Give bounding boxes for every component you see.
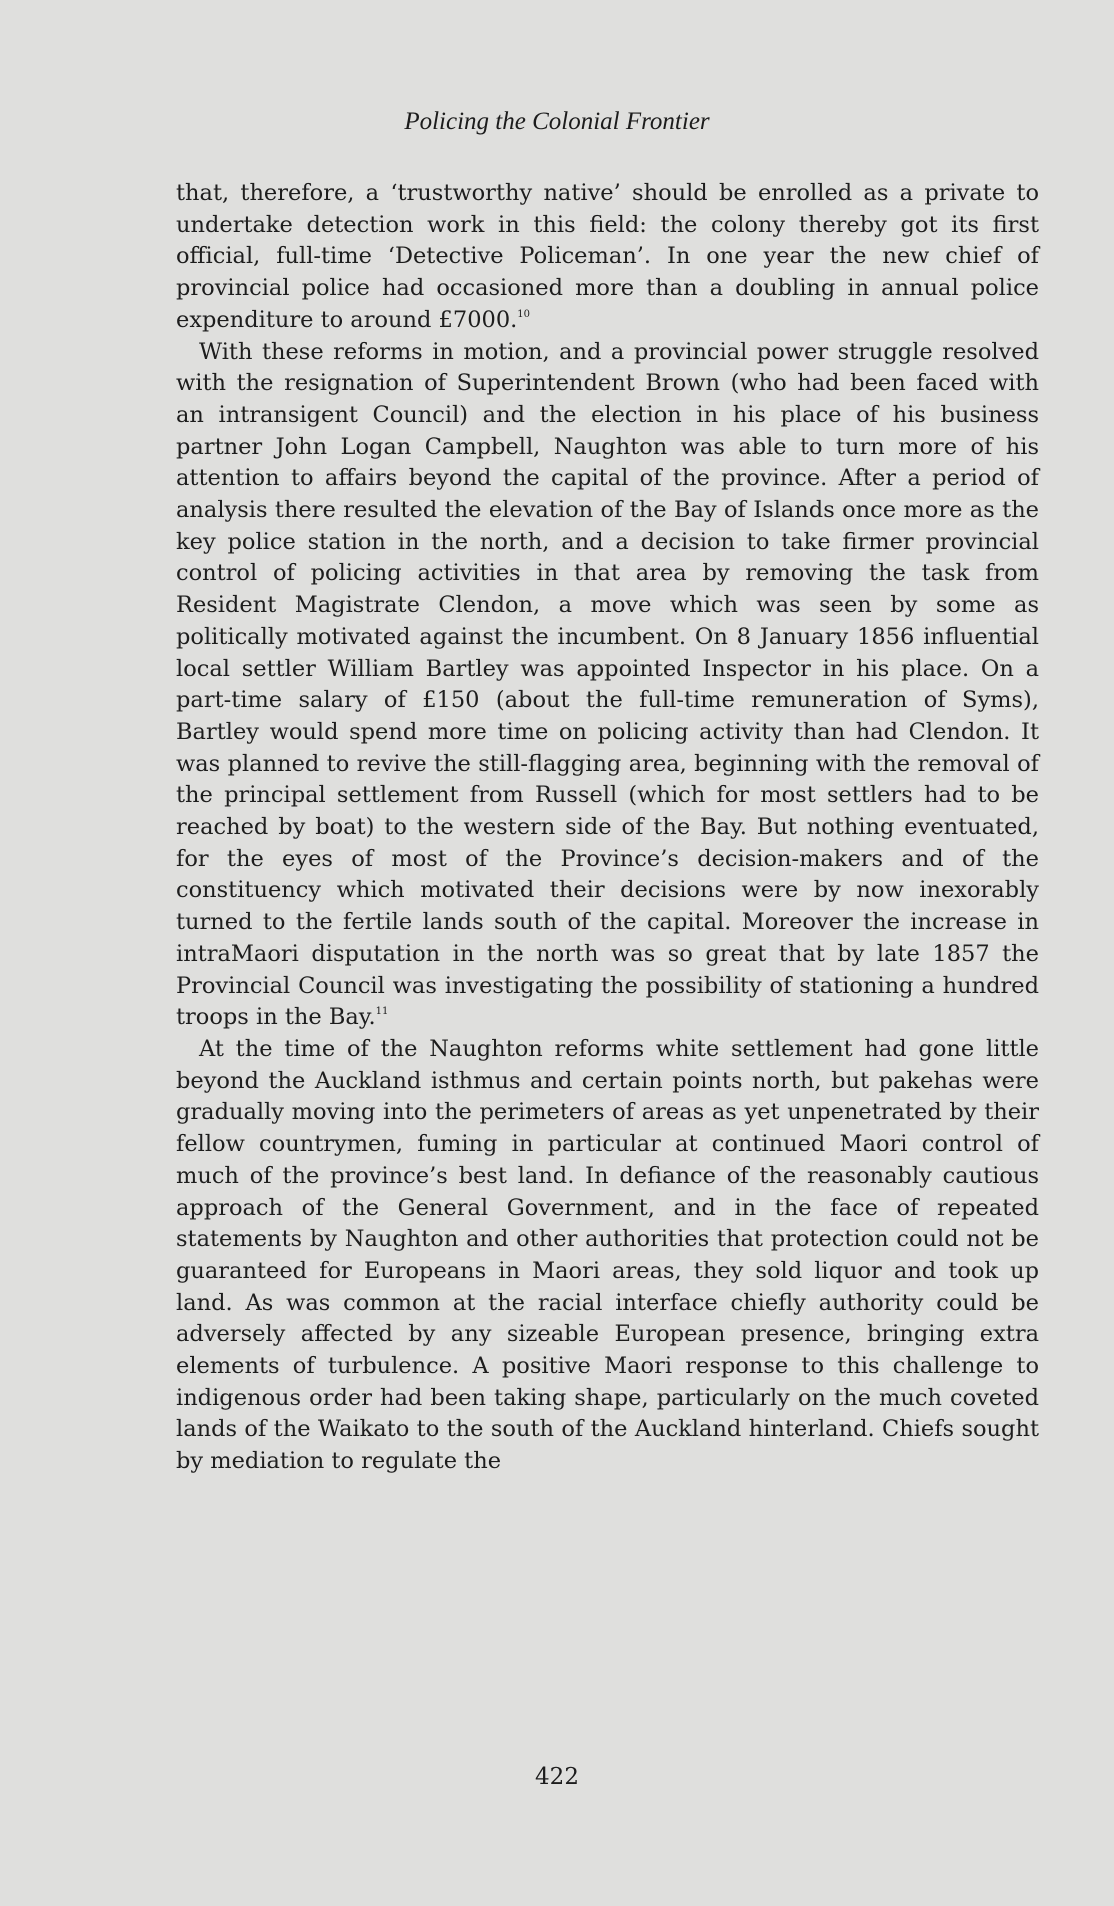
paragraph-1 (176, 178, 1039, 337)
footnote-ref-10: 10 (517, 308, 531, 320)
paragraph-3-text: At the time of the Naughton reforms white settlement had gone little beyond the Auckland isthmus and certain points north, but pakehas were gradually moving into the perimeters of areas as yet unpenetrated by their fellow countrymen, fuming in particular at continued Maori control of much of the province’s best land. In defiance of the reasonably cautious approach of the General Government, and in the face of repeated statements by Naughton and other authorities that protection could not be guaranteed for Europeans in Maori areas, they sold liquor and took up land. As was common at the racial interface chiefly authority could be adversely affected by any sizeable European presence, bringing extra elements of turbulence. A positive Maori response to this challenge to indigenous order had been taking shape, particularly on the much coveted lands of the Waikato to the south of the Auckland hinterland. Chiefs sought by mediation to regulate the (176, 1035, 1039, 1475)
body-text (176, 178, 1039, 1478)
page-number: 422 (535, 1764, 579, 1790)
running-head: Policing the Colonial Frontier (404, 108, 710, 135)
paragraph-2-text: With these reforms in motion, and a provincial power struggle resolved with the resignation of Superintendent Brown (who had been faced with an intransigent Council) and the election in his place of his business partner John Logan Campbell, Naughton was able to turn more of his attention to affairs beyond the capital of the province. After a period of analysis there resulted the elevation of the Bay of Islands once more as the key police station in the north, and a decision to take firmer provincial control of policing activities in that area by removing the task from Resident Magistrate Clendon, a move which was seen by some as politically motivated against the incumbent. On 8 January 1856 influential local settler William Bartley was appointed Inspector in his place. On a part-time salary of £150 (about the full-time remuneration of Syms), Bartley would spend more time on policing activity than had Clendon. It was planned to revive the still-flagging area, beginning with the removal of the principal settlement from Russell (which for most settlers had to be reached by boat) to the western side of the Bay. But nothing eventuated, for the eyes of most of the Province’s decision-makers and of the constituency which motivated their decisions were by now inexorably turned to the fertile lands south of the capital. Moreover the increase in intraMaori disputation in the north was so great that by late 1857 the Provincial Council was investigating the possibility of stationing a hundred troops in the Bay. (176, 338, 1039, 1031)
paragraph-1-text: that, therefore, a ‘trustworthy native’ should be enrolled as a private to undertake detection work in this field: the colony thereby got its first official, full-time ‘Detective Policeman’. In one year the new chief of provincial police had occasioned more than a doubling in annual police expenditure to around £7000. (176, 180, 1039, 333)
footnote-ref-11: 11 (375, 1006, 389, 1018)
paragraph-2 (176, 337, 1039, 1034)
paragraph-3 (176, 1034, 1039, 1478)
